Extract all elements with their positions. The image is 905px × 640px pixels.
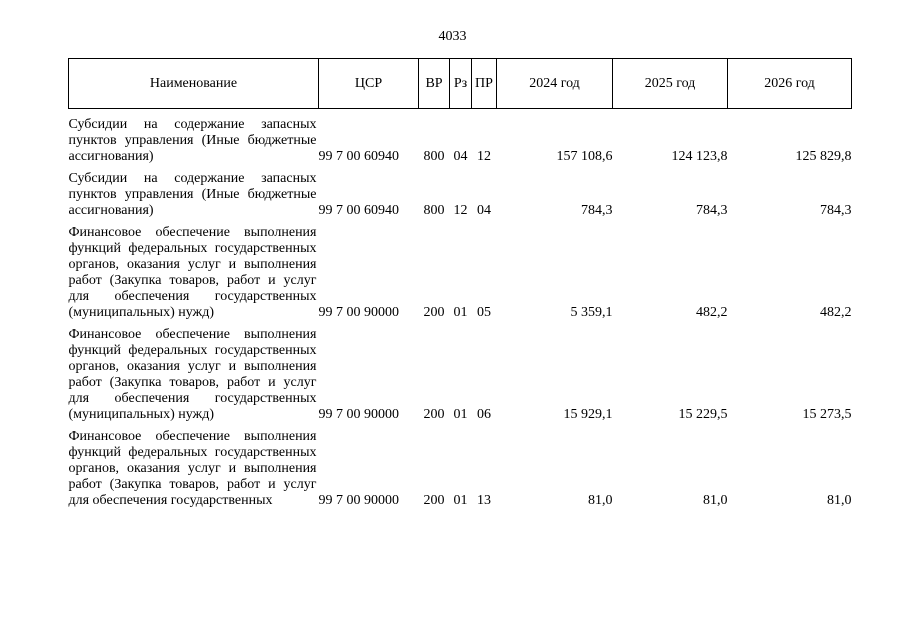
row-name: Субсидии на содержание запасных пунктов управления (Иные бюджетные ассигнования): [68, 117, 317, 164]
row-2025: 15 229,5: [678, 407, 728, 422]
header-name: Наименование: [69, 59, 319, 109]
row-vr: 800: [423, 149, 445, 164]
row-2026: 81,0: [827, 493, 852, 508]
header-pr: ПР: [472, 59, 497, 109]
header-rz: Рз: [450, 59, 472, 109]
row-vr: 800: [423, 203, 445, 218]
row-rz: 04: [453, 149, 468, 164]
table-row: [69, 327, 852, 429]
row-csr: 99 7 00 90000: [318, 493, 399, 508]
table-row: [69, 225, 852, 327]
header-vr: ВР: [419, 59, 450, 109]
row-rz: 01: [453, 305, 468, 320]
header-2026: 2026 год: [728, 59, 852, 109]
row-pr: 04: [477, 203, 491, 218]
row-2025: 81,0: [703, 493, 728, 508]
budget-table: [68, 58, 852, 515]
row-vr: 200: [423, 493, 445, 508]
row-2024: 15 929,1: [563, 407, 613, 422]
row-2025: 482,2: [696, 305, 728, 320]
page-number: 4033: [438, 29, 467, 44]
row-name: Финансовое обеспечение выполнения функций федеральных государственных органов, оказания услуг и выполнения работ (Закупка товаров, работ и услуг для обеспечения государственных: [68, 429, 317, 508]
header-csr: ЦСР: [319, 59, 419, 109]
row-pr: 05: [477, 305, 491, 320]
row-2026: 15 273,5: [802, 407, 852, 422]
row-name: Финансовое обеспечение выполнения функций федеральных государственных органов, оказания услуг и выполнения работ (Закупка товаров, работ и услуг для обеспечения государственных (муниципальных) нужд): [68, 225, 317, 320]
row-vr: 200: [423, 407, 445, 422]
row-2025: 784,3: [696, 203, 728, 218]
row-csr: 99 7 00 90000: [318, 305, 399, 320]
table-row: [69, 171, 852, 225]
row-pr: 13: [477, 493, 491, 508]
row-2025: 124 123,8: [671, 149, 728, 164]
header-2024: 2024 год: [497, 59, 613, 109]
row-2024: 81,0: [588, 493, 613, 508]
row-name: Финансовое обеспечение выполнения функций федеральных государственных органов, оказания услуг и выполнения работ (Закупка товаров, работ и услуг для обеспечения государственных (муниципальных) нужд): [68, 327, 317, 422]
row-csr: 99 7 00 90000: [318, 407, 399, 422]
header-2025: 2025 год: [613, 59, 728, 109]
table-row: [69, 117, 852, 171]
row-csr: 99 7 00 60940: [318, 149, 399, 164]
table-row: [69, 429, 852, 515]
row-rz: 01: [453, 407, 468, 422]
row-2024: 157 108,6: [556, 149, 613, 164]
row-vr: 200: [423, 305, 445, 320]
row-2024: 5 359,1: [570, 305, 613, 320]
row-pr: 12: [477, 149, 491, 164]
row-2026: 784,3: [820, 203, 852, 218]
row-csr: 99 7 00 60940: [318, 203, 399, 218]
row-pr: 06: [477, 407, 491, 422]
row-2024: 784,3: [581, 203, 613, 218]
row-rz: 12: [453, 203, 468, 218]
table-header-row: [69, 59, 852, 109]
row-name: Субсидии на содержание запасных пунктов управления (Иные бюджетные ассигнования): [68, 171, 317, 218]
row-2026: 125 829,8: [795, 149, 852, 164]
row-2026: 482,2: [820, 305, 852, 320]
row-rz: 01: [453, 493, 468, 508]
